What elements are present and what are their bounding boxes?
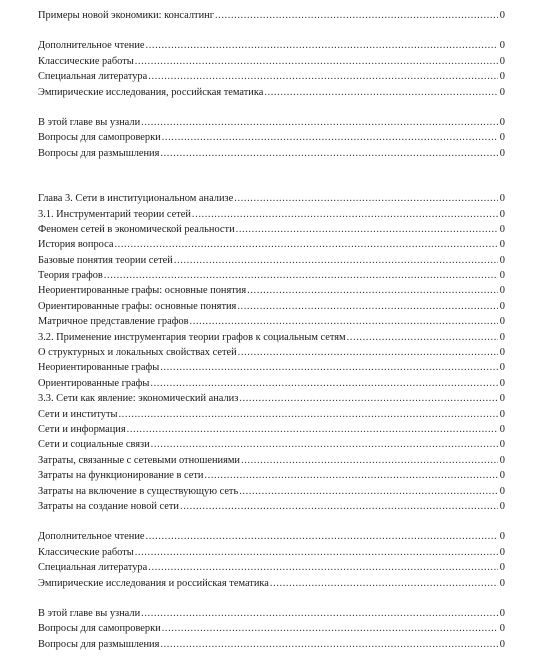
dot-leader (241, 453, 498, 468)
toc-entry-title: Сети и информация (38, 423, 126, 435)
toc-entry (38, 345, 505, 360)
toc-entry-page: 0 (499, 638, 505, 650)
toc-entry-page: 0 (499, 223, 505, 235)
dot-leader (180, 499, 498, 514)
toc-entry (38, 484, 505, 499)
toc-group-chapter-3 (38, 191, 505, 514)
toc-entry-page: 0 (499, 393, 505, 405)
dot-leader (141, 115, 498, 130)
toc-entry (38, 54, 505, 69)
toc-entry-title: Затраты на включение в существующую сеть (38, 485, 239, 497)
toc-entry (38, 499, 505, 514)
toc-entry (38, 529, 505, 544)
toc-entry-page: 0 (499, 331, 505, 343)
toc-entry-page: 0 (499, 607, 505, 619)
toc-entry (38, 85, 505, 100)
dot-leader (148, 69, 498, 84)
toc-group (38, 115, 505, 161)
toc-entry-page: 0 (499, 454, 505, 466)
toc-entry-title: История вопроса (38, 239, 114, 251)
toc-entry (38, 407, 505, 422)
toc-entry-page: 0 (499, 55, 505, 67)
dot-leader (215, 8, 498, 23)
dot-leader (190, 314, 498, 329)
dot-leader (127, 422, 498, 437)
toc-entry-title: Затраты на функционирование в сети (38, 470, 204, 482)
toc-entry-title: Феномен сетей в экономической реальности (38, 223, 235, 235)
dot-leader (239, 391, 497, 406)
toc-entry-title: 3.2. Применение инструментария теории графов к социальным сетям (38, 331, 346, 343)
toc-entry (38, 38, 505, 53)
toc-entry (38, 222, 505, 237)
toc-entry-title: Ориентированные графы: основные понятия (38, 300, 237, 312)
dot-leader (247, 283, 498, 298)
toc-entry-page: 0 (499, 71, 505, 83)
toc-entry-title: Матричное представление графов (38, 316, 189, 328)
toc-entry (38, 560, 505, 575)
toc-entry (38, 268, 505, 283)
dot-leader (104, 268, 498, 283)
spacer (38, 514, 505, 529)
toc-entry-title: В этой главе вы узнали (38, 607, 141, 619)
dot-leader (347, 330, 498, 345)
toc-entry-page: 0 (499, 208, 505, 220)
toc-entry-title: Вопросы для самопроверки (38, 132, 161, 144)
toc-entry-title: Специальная литература (38, 71, 148, 83)
toc-entry-title: Классические работы (38, 55, 134, 67)
toc-entry-page: 0 (499, 439, 505, 451)
toc-entry-title: Базовые понятия теории сетей (38, 254, 173, 266)
dot-leader (234, 191, 498, 206)
dot-leader (204, 468, 497, 483)
dot-leader (162, 621, 498, 636)
toc-entry (38, 237, 505, 252)
toc-entry-title: Теория графов (38, 270, 103, 282)
toc-entry-title: Вопросы для размышления (38, 147, 160, 159)
dot-leader (151, 437, 498, 452)
dot-leader (162, 130, 498, 145)
toc-entry (38, 576, 505, 591)
spacer (38, 591, 505, 606)
toc-entry-title: Эмпирические исследования, российская тематика (38, 86, 264, 98)
dot-leader (114, 237, 497, 252)
toc-entry-title: Эмпирические исследования и российская тематика (38, 577, 269, 589)
toc-entry-page: 0 (499, 86, 505, 98)
toc-entry-page: 0 (499, 623, 505, 635)
toc-entry-page: 0 (499, 470, 505, 482)
toc-entry (38, 453, 505, 468)
toc-entry-title: Неориентированные графы: основные понятия (38, 285, 247, 297)
dot-leader (150, 376, 497, 391)
spacer (38, 23, 505, 38)
toc-entry (38, 69, 505, 84)
toc-entry-page: 0 (499, 423, 505, 435)
spacer (38, 100, 505, 115)
dot-leader (237, 299, 497, 314)
toc-group (38, 38, 505, 100)
table-of-contents (38, 8, 505, 652)
toc-entry-page: 0 (499, 531, 505, 543)
toc-entry-page: 0 (499, 377, 505, 389)
dot-leader (135, 545, 498, 560)
toc-entry-title: Вопросы для самопроверки (38, 623, 161, 635)
dot-leader (160, 360, 498, 375)
toc-entry-page: 0 (499, 10, 505, 21)
toc-entry-page: 0 (499, 285, 505, 297)
toc-entry (38, 207, 505, 222)
toc-entry-title: Специальная литература (38, 562, 148, 574)
toc-entry (38, 299, 505, 314)
toc-entry-title: Затраты, связанные с сетевыми отношениями (38, 454, 240, 466)
toc-entry (38, 314, 505, 329)
toc-entry (38, 545, 505, 560)
toc-entry (38, 130, 505, 145)
toc-entry-title: Ориентированные графы (38, 377, 150, 389)
toc-entry-title: Дополнительное чтение (38, 40, 145, 52)
dot-leader (236, 222, 498, 237)
toc-entry-title: Затраты на создание новой сети (38, 500, 179, 512)
toc-entry (38, 391, 505, 406)
dot-leader (174, 253, 498, 268)
toc-group (38, 8, 505, 23)
toc-entry (38, 468, 505, 483)
toc-entry-page: 0 (499, 132, 505, 144)
toc-group (38, 529, 505, 591)
toc-entry-page: 0 (499, 40, 505, 52)
toc-entry (38, 606, 505, 621)
dot-leader (146, 38, 498, 53)
dot-leader (160, 146, 497, 161)
toc-group (38, 606, 505, 652)
toc-entry-page: 0 (499, 485, 505, 497)
toc-entry (38, 330, 505, 345)
toc-entry (38, 360, 505, 375)
dot-leader (146, 529, 498, 544)
toc-entry-page: 0 (499, 193, 505, 205)
toc-entry (38, 376, 505, 391)
toc-entry-page: 0 (499, 500, 505, 512)
toc-entry-title: Сети и институты (38, 408, 118, 420)
toc-entry (38, 146, 505, 161)
toc-entry (38, 283, 505, 298)
toc-entry-page: 0 (499, 254, 505, 266)
dot-leader (264, 85, 497, 100)
toc-entry-title: В этой главе вы узнали (38, 116, 141, 128)
toc-entry-page: 0 (499, 316, 505, 328)
toc-entry-title: Дополнительное чтение (38, 531, 145, 543)
toc-entry-title: 3.1. Инструментарий теории сетей (38, 208, 191, 220)
toc-entry-page: 0 (499, 116, 505, 128)
dot-leader (239, 484, 498, 499)
toc-entry-title: 3.3. Сети как явление: экономический анализ (38, 393, 239, 405)
toc-entry-title: Вопросы для размышления (38, 638, 160, 650)
toc-entry (38, 437, 505, 452)
dot-leader (160, 637, 497, 652)
toc-entry (38, 621, 505, 636)
dot-leader (270, 576, 498, 591)
toc-entry-title: Глава 3. Сети в институциональном анализе (38, 193, 234, 205)
toc-entry-page: 0 (499, 546, 505, 558)
dot-leader (238, 345, 498, 360)
toc-entry-page: 0 (499, 362, 505, 374)
toc-entry-page: 0 (499, 347, 505, 359)
toc-entry (38, 422, 505, 437)
toc-entry-page: 0 (499, 300, 505, 312)
toc-entry-title: О структурных и локальных свойствах сетей (38, 347, 237, 359)
toc-entry-page: 0 (499, 239, 505, 251)
toc-entry-page: 0 (499, 270, 505, 282)
dot-leader (141, 606, 498, 621)
toc-entry (38, 8, 505, 23)
toc-entry-title: Классические работы (38, 546, 134, 558)
toc-entry (38, 115, 505, 130)
spacer (38, 161, 505, 191)
toc-entry (38, 191, 505, 206)
toc-entry (38, 253, 505, 268)
dot-leader (192, 207, 498, 222)
toc-entry-page: 0 (499, 408, 505, 420)
toc-entry (38, 637, 505, 652)
toc-entry-title: Примеры новой экономики: консалтинг (38, 10, 214, 21)
toc-entry-title: Неориентированные графы (38, 362, 160, 374)
toc-entry-title: Сети и социальные связи (38, 439, 150, 451)
toc-entry-page: 0 (499, 577, 505, 589)
dot-leader (135, 54, 498, 69)
dot-leader (118, 407, 497, 422)
toc-entry-page: 0 (499, 147, 505, 159)
toc-entry-page: 0 (499, 562, 505, 574)
dot-leader (148, 560, 498, 575)
